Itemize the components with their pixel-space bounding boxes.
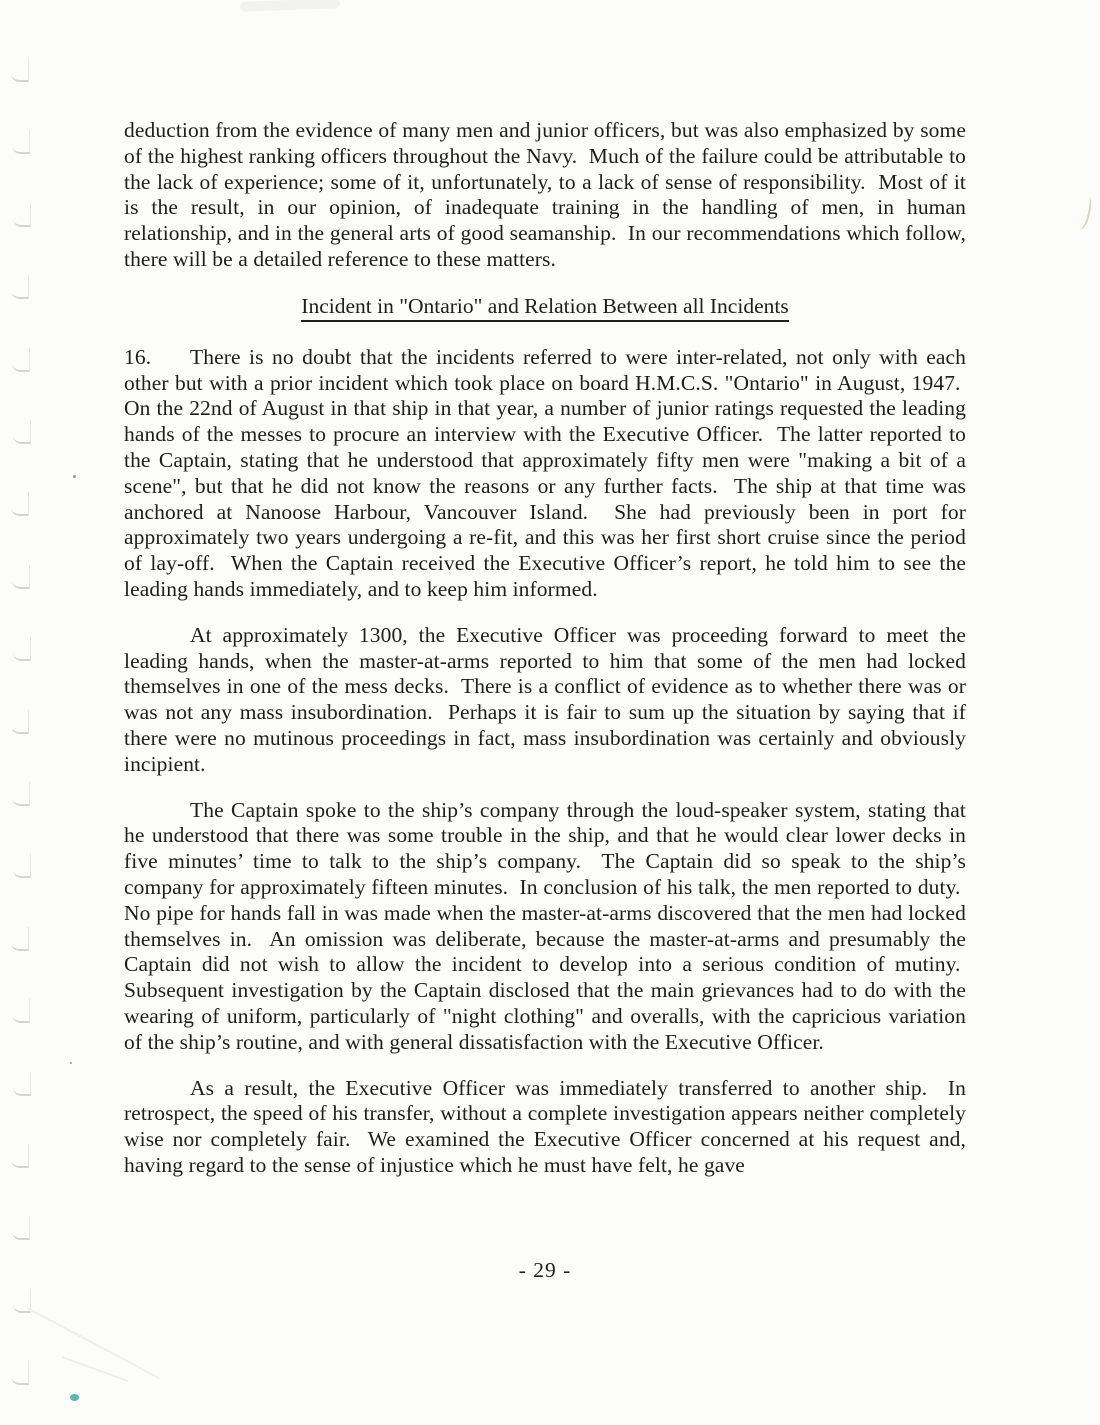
binding-mark <box>13 854 31 878</box>
binding-mark <box>11 58 29 82</box>
scan-speck <box>73 475 76 478</box>
binding-mark <box>13 637 31 661</box>
paragraph: At approximately 1300, the Executive Officer was proceeding forward to meet the leading hands, when the master-at-arms reported to him that some of the men had locked themselves in one of the mess decks. There is a conflict of evidence as to whether there was or was not any mass insubordination. Perhaps it is fair to sum up the situation by saying that if there were no mutinous proceedings in fact, mass insubordination was certainly and obviously incipient. <box>124 622 966 776</box>
paragraph: The Captain spoke to the ship’s company through the loud-speaker system, stating that he understood that there was some trouble in the ship, and that he would clear lower decks in five minutes’ time to talk to the ship’s company. The Captain did so speak to the ship’s company for approximately fifteen minutes. In conclusion of his talk, the men reported to duty. No pipe for hands fall in was made when the master-at-arms discovered that the men had locked themselves in. An omission was deliberate, because the master-at-arms and presumably the Captain did not wish to allow the incident to develop into a serious condition of mutiny. Subsequent investigation by the Captain disclosed that the main grievances had to do with the wearing of uniform, particularly of "night clothing" and overalls, with the capricious variation of the ship’s routine, and with general dissatisfaction with the Executive Officer. <box>124 797 966 1054</box>
scan-scratch <box>62 1356 128 1382</box>
page-number: - 29 - <box>518 1258 572 1282</box>
binding-mark <box>12 130 30 154</box>
binding-mark <box>11 927 29 951</box>
pencil-mark <box>1074 195 1094 231</box>
binding-mark <box>12 1216 30 1240</box>
paragraph-number: 16. <box>124 344 152 369</box>
scan-smudge <box>240 0 340 12</box>
binding-mark <box>13 420 31 444</box>
binding-mark <box>12 999 30 1023</box>
binding-mark <box>12 782 30 806</box>
binding-mark <box>11 710 29 734</box>
binding-mark <box>13 1072 31 1096</box>
binding-mark <box>12 348 30 372</box>
binding-mark <box>13 203 31 227</box>
binding-mark <box>11 492 29 516</box>
binding-mark <box>11 275 29 299</box>
paragraph: As a result, the Executive Officer was immediately transferred to another ship. In retrospect, the speed of his transfer, without a complete investigation appears neither completely wise nor completely fair. We examined the Executive Officer concerned at his request and, having regard to the sense of injustice which he must have felt, he gave <box>124 1075 966 1177</box>
teal-ink-dot <box>70 1394 79 1401</box>
binding-mark <box>11 1144 29 1168</box>
section-heading: Incident in "Ontario" and Relation Between all Incidents <box>124 293 966 322</box>
document-body <box>124 118 966 1199</box>
scan-speck <box>70 1062 72 1064</box>
binding-mark <box>11 1361 29 1385</box>
binding-mark <box>12 565 30 589</box>
numbered-paragraph: 16. There is no doubt that the incidents referred to were inter-related, not only with each other but with a prior incident which took place on board H.M.C.S. "Ontario" in August, 1947. On the 22nd of August in that ship in that year, a number of junior ratings requested the leading hands of the messes to procure an interview with the Executive Officer. The latter reported to the Captain, stating that he understood that approximately fifty men were "making a bit of a scene", but that he did not know the reasons or any further facts. The ship at that time was anchored at Nanoose Harbour, Vancouver Island. She had previously been in port for approximately two years undergoing a re-fit, and this was her first short cruise since the period of lay-off. When the Captain received the Executive Officer’s report, he told him to see the leading hands immediately, and to keep him informed. <box>124 344 966 601</box>
paragraph: deduction from the evidence of many men and junior officers, but was also emphasized by some of the highest ranking officers throughout the Navy. Much of the failure could be attributable to the lack of experience; some of it, unfortunately, to a lack of sense of responsibility. Most of it is the result, in our opinion, of inadequate training in the handling of men, in human relationship, and in the general arts of good seamanship. In our recommendations which follow, there will be a detailed reference to these matters. <box>124 118 966 271</box>
